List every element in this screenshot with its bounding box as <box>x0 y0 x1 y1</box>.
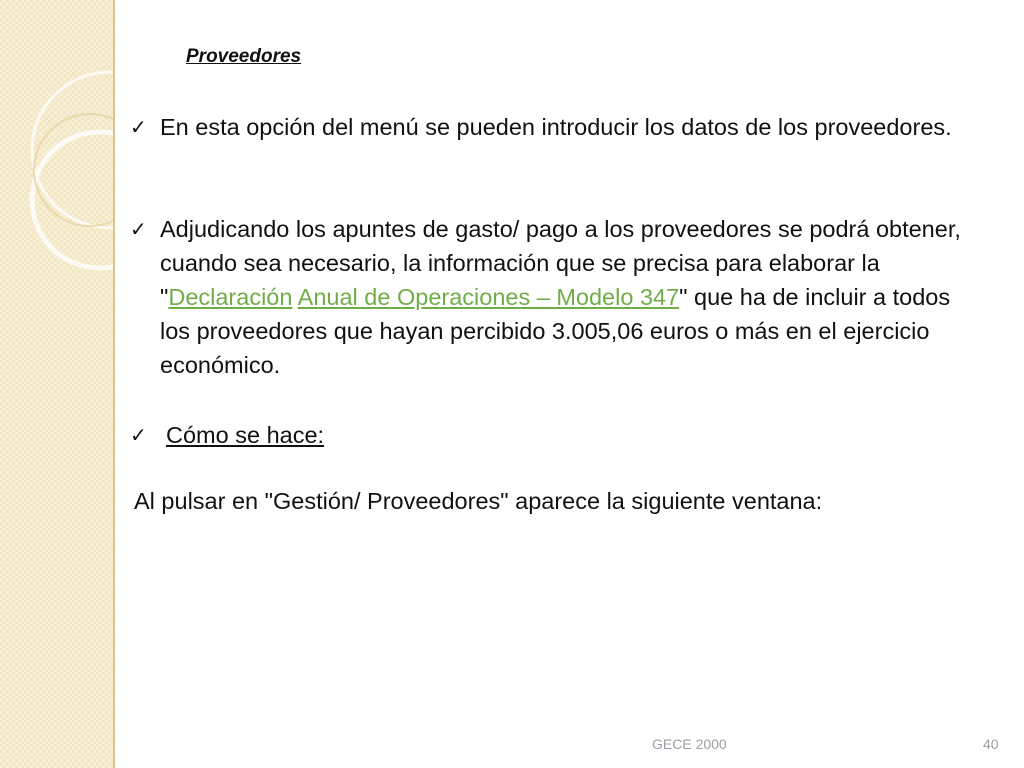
checkmark-icon: ✓ <box>130 115 147 139</box>
page-number: 40 <box>983 736 999 752</box>
link-modelo-347[interactable]: Anual de Operaciones – Modelo 347 <box>297 284 680 310</box>
how-to-label: Cómo se hace: <box>166 422 325 448</box>
checkmark-icon: ✓ <box>130 423 147 447</box>
bullet-text-2-after: " que ha de incluir a todos los proveedores que hayan percibido 3.005,06 euros o más en el ejercicio económico. <box>160 284 951 378</box>
bullet-item-1 <box>130 110 980 144</box>
bullet-text-1: En esta opción del menú se pueden introducir los datos de los proveedores. <box>160 114 952 140</box>
slide-heading: Proveedores <box>186 46 302 67</box>
bullet-text-2-before: Adjudicando los apuntes de gasto/ pago a los proveedores se podrá obtener, cuando sea necesario, la información que se precisa para elaborar la " <box>160 216 961 310</box>
footer-title: GECE 2000 <box>652 736 727 752</box>
bullet-item-2 <box>130 212 980 382</box>
bullet-text-2 <box>160 212 980 382</box>
checkmark-icon: ✓ <box>130 217 147 241</box>
link-declaracion[interactable]: Declaración <box>168 284 293 310</box>
bullet-text-3 <box>160 418 980 452</box>
instruction-text: Al pulsar en "Gestión/ Proveedores" aparece la siguiente ventana: <box>134 488 823 514</box>
bullet-item-3 <box>130 418 980 452</box>
